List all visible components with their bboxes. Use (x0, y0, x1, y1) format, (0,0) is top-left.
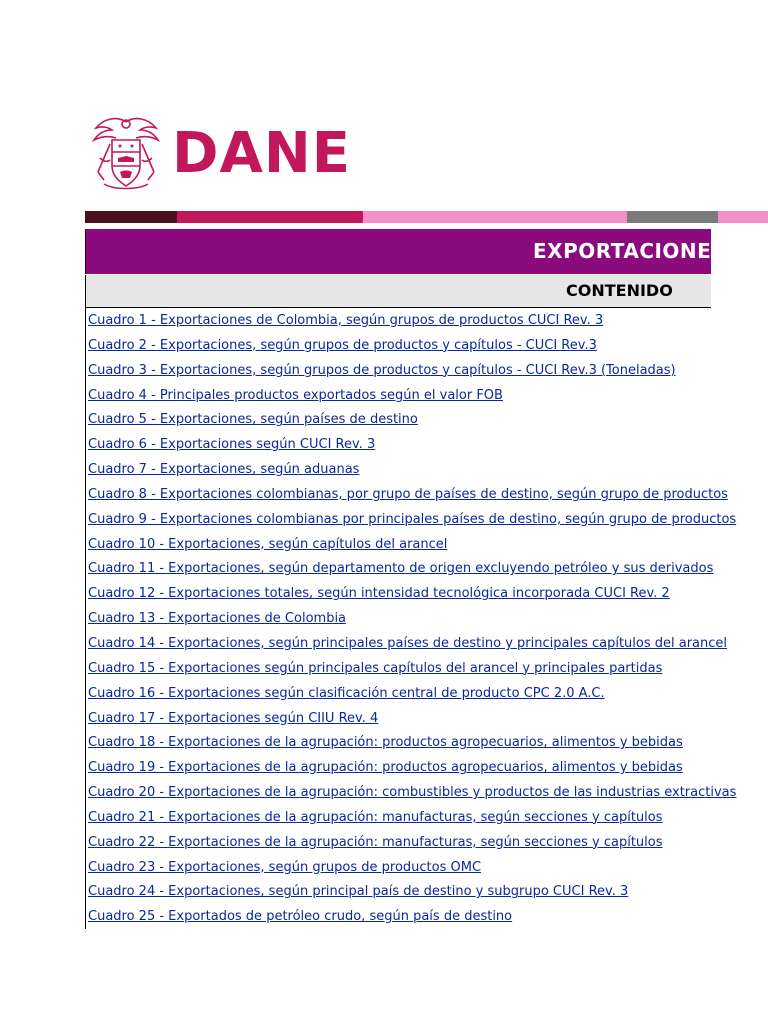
cuadro-link-16[interactable]: Cuadro 16 - Exportaciones según clasificación central de producto CPC 2.0 A.C. (88, 685, 605, 701)
list-item (86, 358, 683, 383)
cuadro-link-21[interactable]: Cuadro 21 - Exportaciones de la agrupación: manufacturas, según secciones y capítulos (88, 809, 663, 825)
dane-logo (90, 112, 351, 196)
stripe-segment (718, 211, 768, 223)
cuadro-link-22[interactable]: Cuadro 22 - Exportaciones de la agrupación: manufacturas, según secciones y capítulos (88, 834, 663, 850)
list-item (86, 805, 683, 830)
cuadro-link-23[interactable]: Cuadro 23 - Exportaciones, según grupos de productos OMC (88, 859, 482, 875)
cuadro-link-10[interactable]: Cuadro 10 - Exportaciones, según capítulos del arancel (88, 536, 448, 552)
colombia-coat-of-arms-icon (90, 114, 162, 194)
cuadro-link-18[interactable]: Cuadro 18 - Exportaciones de la agrupación: productos agropecuarios, alimentos y bebidas (88, 735, 683, 751)
cuadro-link-1[interactable]: Cuadro 1 - Exportaciones de Colombia, según grupos de productos CUCI Rev. 3 (88, 313, 604, 328)
list-item (86, 457, 683, 482)
list-item (86, 656, 683, 681)
cuadro-link-3[interactable]: Cuadro 3 - Exportaciones, según grupos de productos y capítulos - CUCI Rev.3 (Toneladas) (88, 362, 676, 378)
list-item (86, 308, 683, 333)
list-item (86, 879, 683, 904)
cuadro-link-8[interactable]: Cuadro 8 - Exportaciones colombianas, por grupo de países de destino, según grupo de productos (88, 486, 728, 502)
list-item (86, 532, 683, 557)
list-item (86, 432, 683, 457)
list-item (86, 383, 683, 408)
list-item (86, 333, 683, 358)
cuadro-link-19[interactable]: Cuadro 19 - Exportaciones de la agrupación: productos agropecuarios, alimentos y bebidas (88, 760, 683, 776)
list-item (86, 606, 683, 631)
cuadro-link-9[interactable]: Cuadro 9 - Exportaciones colombianas por principales países de destino, según grupo de productos (88, 511, 737, 527)
logo-wordmark: DANE (172, 121, 351, 186)
cuadro-link-20[interactable]: Cuadro 20 - Exportaciones de la agrupación: combustibles y productos de las industrias extractivas (88, 785, 737, 801)
list-item (86, 730, 683, 755)
list-item (86, 581, 683, 606)
list-item (86, 507, 737, 532)
stripe-segment (177, 211, 363, 223)
stripe-segment (363, 211, 627, 223)
list-item (86, 855, 683, 880)
cuadro-link-2[interactable]: Cuadro 2 - Exportaciones, según grupos de productos y capítulos - CUCI Rev.3 (88, 337, 597, 353)
list-item (86, 407, 683, 432)
cuadro-link-4[interactable]: Cuadro 4 - Principales productos exportados según el valor FOB (88, 387, 503, 403)
list-item (86, 780, 737, 805)
cuadro-link-6[interactable]: Cuadro 6 - Exportaciones según CUCI Rev. 3 (88, 437, 376, 453)
contents-label: CONTENIDO (566, 281, 673, 300)
cuadro-link-14[interactable]: Cuadro 14 - Exportaciones, según principales países de destino y principales capítulos del arancel (88, 635, 728, 651)
cuadro-link-15[interactable]: Cuadro 15 - Exportaciones según principales capítulos del arancel y principales partidas (88, 660, 663, 676)
title-bar (85, 229, 727, 274)
list-item (86, 706, 683, 731)
cuadro-link-24[interactable]: Cuadro 24 - Exportaciones, según principal país de destino y subgrupo CUCI Rev. 3 (88, 884, 629, 900)
list-item (86, 631, 728, 656)
cuadro-link-11[interactable]: Cuadro 11 - Exportaciones, según departamento de origen excluyendo petróleo y sus derivados (88, 561, 714, 577)
cuadro-link-5[interactable]: Cuadro 5 - Exportaciones, según países de destino (88, 412, 418, 428)
list-item (86, 830, 683, 855)
table-of-contents (85, 308, 737, 929)
color-stripe (85, 211, 768, 223)
stripe-segment (627, 211, 718, 223)
cuadro-link-13[interactable]: Cuadro 13 - Exportaciones de Colombia (88, 611, 347, 627)
list-item (86, 904, 683, 929)
list-item (86, 556, 714, 581)
list-item (86, 482, 728, 507)
cuadro-link-25[interactable]: Cuadro 25 - Exportados de petróleo crudo, según país de destino (88, 909, 513, 925)
page-title: EXPORTACIONES (533, 239, 727, 263)
contents-header (85, 275, 711, 308)
cuadro-link-7[interactable]: Cuadro 7 - Exportaciones, según aduanas (88, 462, 360, 478)
list-item (86, 755, 683, 780)
cuadro-link-17[interactable]: Cuadro 17 - Exportaciones según CIIU Rev. 4 (88, 710, 379, 726)
list-item (86, 681, 683, 706)
cuadro-link-12[interactable]: Cuadro 12 - Exportaciones totales, según intensidad tecnológica incorporada CUCI Rev. 2 (88, 586, 670, 602)
stripe-segment (85, 211, 177, 223)
